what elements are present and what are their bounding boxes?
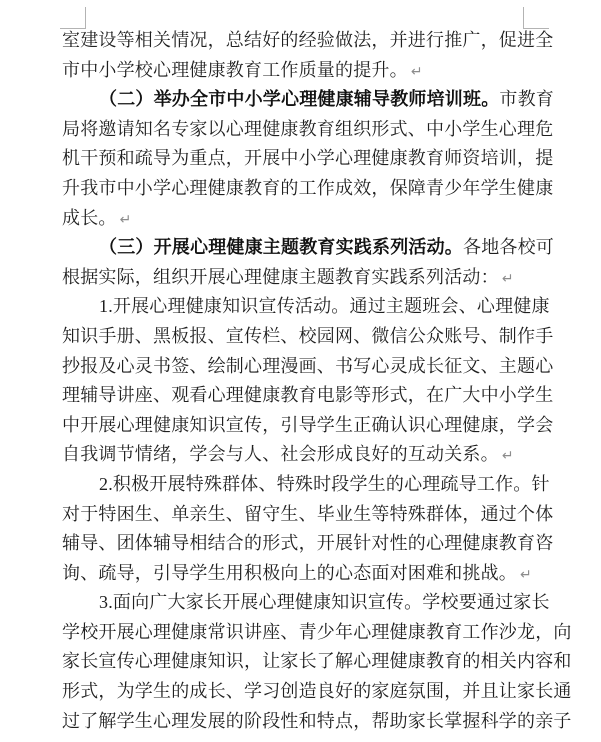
text-run: 市中小学校心理健康教育工作质量的提升。 — [62, 59, 408, 80]
paragraph — [62, 588, 572, 736]
text-run: 成长。 — [62, 207, 117, 228]
text-line — [62, 144, 554, 174]
text-run: 询、疏导，引导学生用积极向上的心态面对困难和挑战。 — [62, 562, 517, 583]
text-line — [62, 411, 554, 441]
text-line — [62, 677, 572, 707]
text-line — [62, 470, 550, 500]
text-run: 各地各校可 — [463, 237, 554, 258]
paragraph — [62, 26, 554, 85]
text-line — [62, 559, 546, 589]
text-line — [62, 529, 554, 559]
text-run: 形式，为学生的成长、学习创造良好的家庭氛围，并且让家长通 — [62, 681, 572, 702]
text-run: 辅导、团体辅导相结合的形式，开展针对性的心理健康教育咨 — [62, 533, 554, 554]
text-line — [62, 618, 572, 648]
heading-run: （二）举办全市中小学心理健康辅导教师培训班。 — [99, 89, 500, 110]
text-line — [62, 263, 546, 293]
text-line — [62, 233, 554, 263]
text-run: 根据实际，组织开展心理健康主题教育实践系列活动： — [62, 266, 499, 287]
text-run: 1.开展心理健康知识宣传活动。通过主题班会、心理健康 — [99, 296, 550, 317]
text-line — [62, 204, 546, 234]
paragraph — [62, 470, 554, 588]
text-run: 中开展心理健康知识宣传，引导学生正确认识心理健康，学会 — [62, 414, 554, 435]
text-line — [62, 440, 546, 470]
text-run: 自我调节情绪，学会与人、社会形成良好的互动关系。 — [62, 444, 499, 465]
text-run: 过了解学生心理发展的阶段性和特点，帮助家长掌握科学的亲子 — [62, 710, 572, 731]
text-line — [62, 707, 572, 737]
text-run: 知识手册、黑板报、宣传栏、校园网、微信公众账号、制作手 — [62, 325, 554, 346]
text-run: 市教育 — [499, 89, 555, 110]
text-line — [62, 56, 546, 86]
heading-run: （三）开展心理健康主题教育实践系列活动。 — [99, 237, 463, 258]
text-line — [62, 322, 554, 352]
text-run: 机干预和疏导为重点，开展中小学心理健康教育师资培训，提 — [62, 148, 554, 169]
paragraph-mark-icon: ↵ — [410, 63, 423, 80]
text-run: 局将邀请知名专家以心理健康教育组织形式、中小学生心理危 — [62, 118, 554, 139]
text-line — [62, 381, 554, 411]
document-text — [62, 26, 572, 736]
text-line — [62, 26, 554, 56]
text-line — [62, 588, 550, 618]
paragraph-mark-icon: ↵ — [119, 211, 132, 228]
paragraph-mark-icon: ↵ — [501, 270, 514, 287]
paragraph — [62, 292, 554, 470]
text-line — [62, 115, 554, 145]
text-run: 抄报及心灵书签、绘制心理漫画、书写心灵成长征文、主题心 — [62, 355, 554, 376]
paragraph — [62, 233, 554, 292]
text-run: 3.面向广大家长开展心理健康知识宣传。学校要通过家长 — [99, 592, 550, 613]
text-line — [62, 174, 554, 204]
paragraph — [62, 85, 555, 233]
text-line — [62, 647, 572, 677]
paragraph-mark-icon: ↵ — [520, 566, 532, 583]
text-run: 家长宣传心理健康知识，让家长了解心理健康教育的相关内容和 — [62, 651, 572, 672]
text-run: 理辅导讲座、观看心理健康教育电影等形式，在广大中小学生 — [62, 385, 554, 406]
text-run: 室建设等相关情况，总结好的经验做法，并进行推广，促进全 — [62, 30, 554, 50]
text-line — [62, 500, 554, 530]
text-run: 升我市中小学心理健康教育的工作成效，保障青少年学生健康 — [62, 177, 554, 198]
text-line — [62, 85, 555, 115]
text-line — [62, 352, 554, 382]
text-run: 2.积极开展特殊群体、特殊时段学生的心理疏导工作。针 — [99, 473, 550, 494]
text-run: 学校开展心理健康常识讲座、青少年心理健康教育工作沙龙，向 — [62, 621, 572, 642]
paragraph-mark-icon: ↵ — [501, 448, 514, 465]
text-line — [62, 292, 550, 322]
text-run: 对于特困生、单亲生、留守生、毕业生等特殊群体，通过个体 — [62, 503, 554, 524]
